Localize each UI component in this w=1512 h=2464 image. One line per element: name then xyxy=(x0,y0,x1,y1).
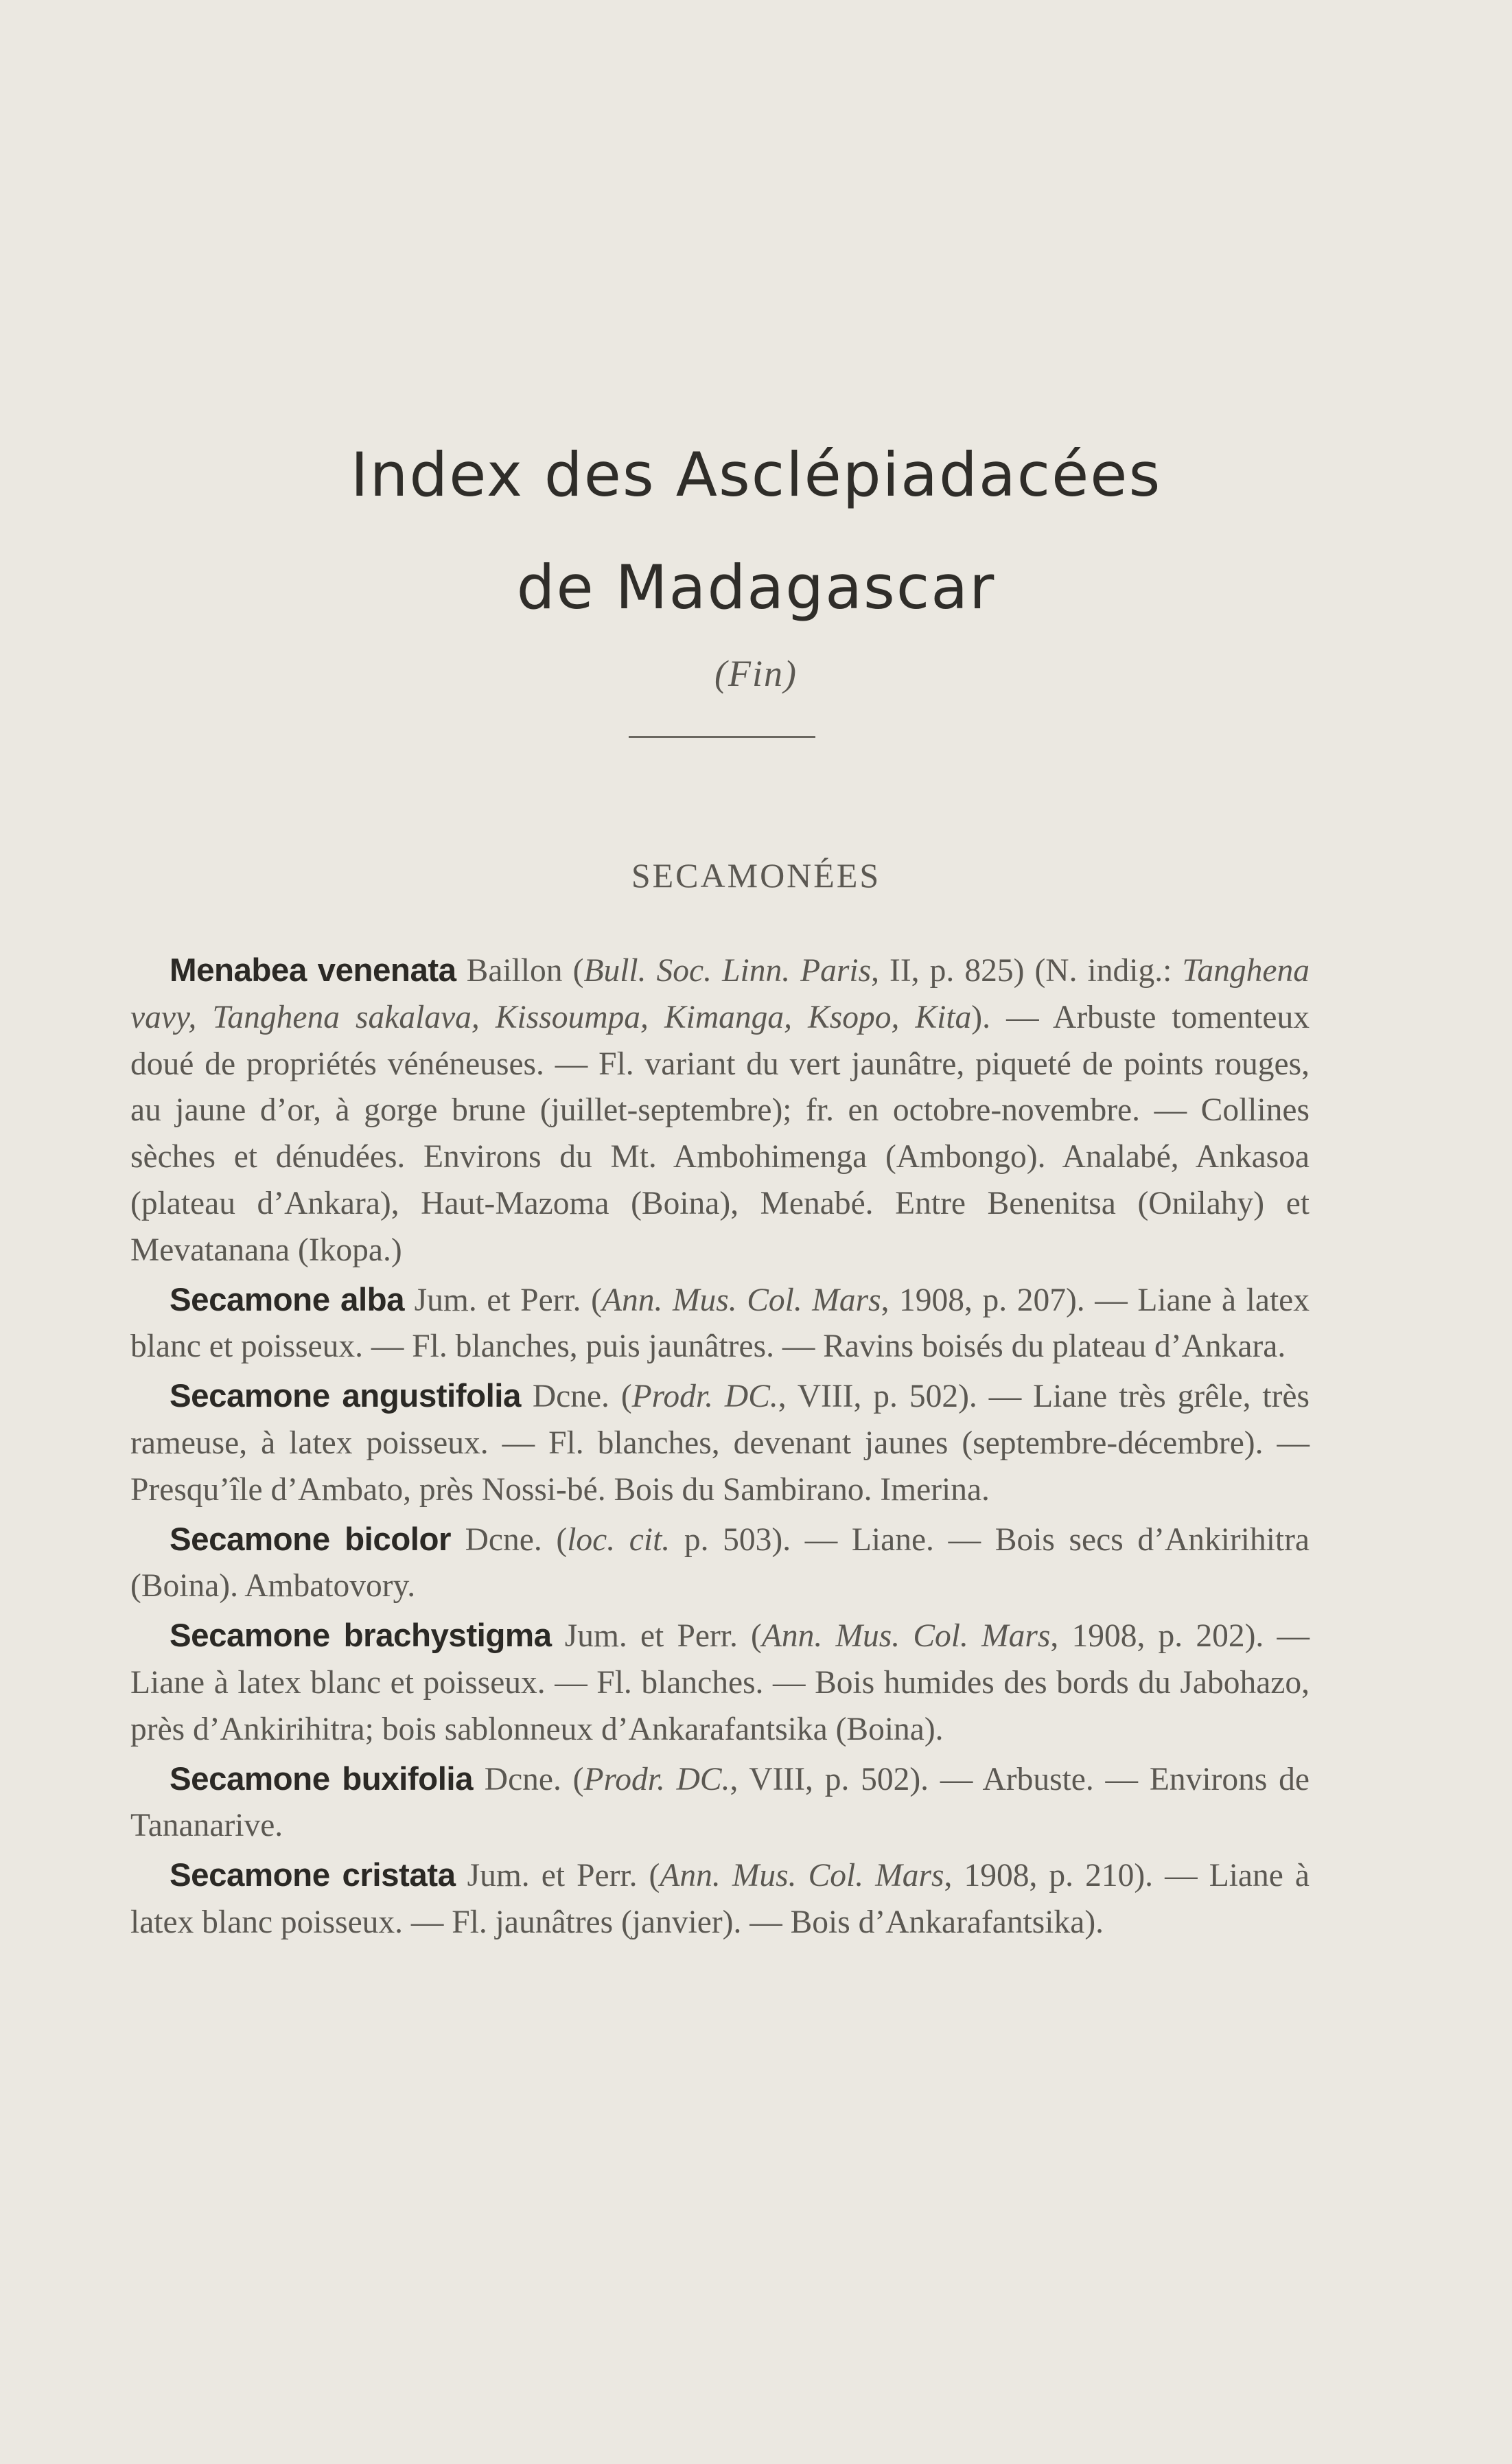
authority: Jum. et Perr. ( xyxy=(404,1282,602,1318)
section-heading: SECAMONÉES xyxy=(631,856,881,895)
entry-secamone-bicolor xyxy=(130,1517,1310,1611)
species-name: Menabea venenata xyxy=(170,952,456,989)
entry-secamone-angustifolia xyxy=(130,1373,1310,1513)
entry-text: , II, p. 825) (N. indig.: xyxy=(871,953,1183,989)
reference: loc. cit. xyxy=(567,1521,671,1558)
entry-secamone-buxifolia xyxy=(130,1756,1310,1850)
reference: Bull. Soc. Linn. Paris xyxy=(583,953,872,989)
species-name: Secamone alba xyxy=(170,1281,405,1318)
authority: Baillon ( xyxy=(456,953,584,989)
authority: Dcne. ( xyxy=(450,1521,568,1558)
entry-secamone-cristata xyxy=(130,1852,1310,1946)
reference: Ann. Mus. Col. Mars xyxy=(761,1618,1051,1655)
authority: Dcne. ( xyxy=(520,1379,632,1415)
vernacular-names: Tanghena vavy, Tanghena sakalava, Kissoumpa, Kimanga, Ksopo, Kita xyxy=(130,953,1310,1035)
entry-text: p. 503). — Liane. — Bois secs d’Ankirihitra (Boina). Ambatovory. xyxy=(130,1521,1310,1604)
title-line-2: de Madagascar xyxy=(516,552,996,623)
species-name: Secamone bicolor xyxy=(170,1521,451,1558)
authority: Dcne. ( xyxy=(473,1761,584,1797)
authority: Jum. et Perr. ( xyxy=(551,1618,762,1655)
entry-text: , 1908, p. 202). — Liane à latex blanc et poisseux. — Fl. blanches. — Bois humides des bords du Jabohazo, près d’Ankirihitra; bois sablonneux d’Ankarafantsika (Boina). xyxy=(130,1618,1310,1747)
title-line-1: Index des Asclépiadacées xyxy=(350,439,1162,510)
title-rule xyxy=(629,736,815,738)
species-name: Secamone buxifolia xyxy=(170,1760,474,1797)
species-name: Secamone cristata xyxy=(170,1857,456,1894)
entry-text: , VIII, p. 502). — Arbuste. — Environs de Tananarive. xyxy=(130,1761,1310,1844)
entry-text: ). — Arbuste tomenteux doué de propriétés vénéneuses. — Fl. variant du vert jaunâtre, piqueté de points rouges, au jaune d’or, à gorge brune (juillet-septembre); fr. en octobre-novembre. — Collines sèches et dénudées. Environs du Mt. Ambohimenga (Ambongo). Analabé, Ankasoa (plateau d’Ankara), Haut-Mazoma (Boina), Menabé. Entre Benenitsa (Onilahy) et Mevatanana (Ikopa.) xyxy=(130,999,1310,1268)
reference: Prodr. DC. xyxy=(583,1761,730,1797)
reference: Ann. Mus. Col. Mars xyxy=(601,1282,881,1318)
entry-text: , VIII, p. 502). — Liane très grêle, très rameuse, à latex poisseux. — Fl. blanches, devenant jaunes (septembre-décembre). — Presqu’île d’Ambato, près Nossi-bé. Bois du Sambirano. Imerina. xyxy=(130,1379,1310,1508)
species-name: Secamone brachystigma xyxy=(170,1617,552,1655)
entry-text: , 1908, p. 207). — Liane à latex blanc et poisseux. — Fl. blanches, puis jaunâtres. — Ravins boisés du plateau d’Ankara. xyxy=(130,1282,1310,1365)
entry-secamone-alba xyxy=(130,1277,1310,1371)
authority: Jum. et Perr. ( xyxy=(455,1858,660,1894)
species-name: Secamone angustifolia xyxy=(170,1378,521,1415)
entry-menabea-venenata xyxy=(130,947,1310,1274)
reference: Ann. Mus. Col. Mars xyxy=(660,1858,944,1894)
index-body xyxy=(130,947,1310,1949)
reference: Prodr. DC. xyxy=(631,1379,778,1415)
title-fin: (Fin) xyxy=(714,653,798,694)
entry-secamone-brachystigma xyxy=(130,1613,1310,1753)
entry-text: , 1908, p. 210). — Liane à latex blanc poisseux. — Fl. jaunâtres (janvier). — Bois d’Ankarafantsika). xyxy=(130,1858,1310,1940)
